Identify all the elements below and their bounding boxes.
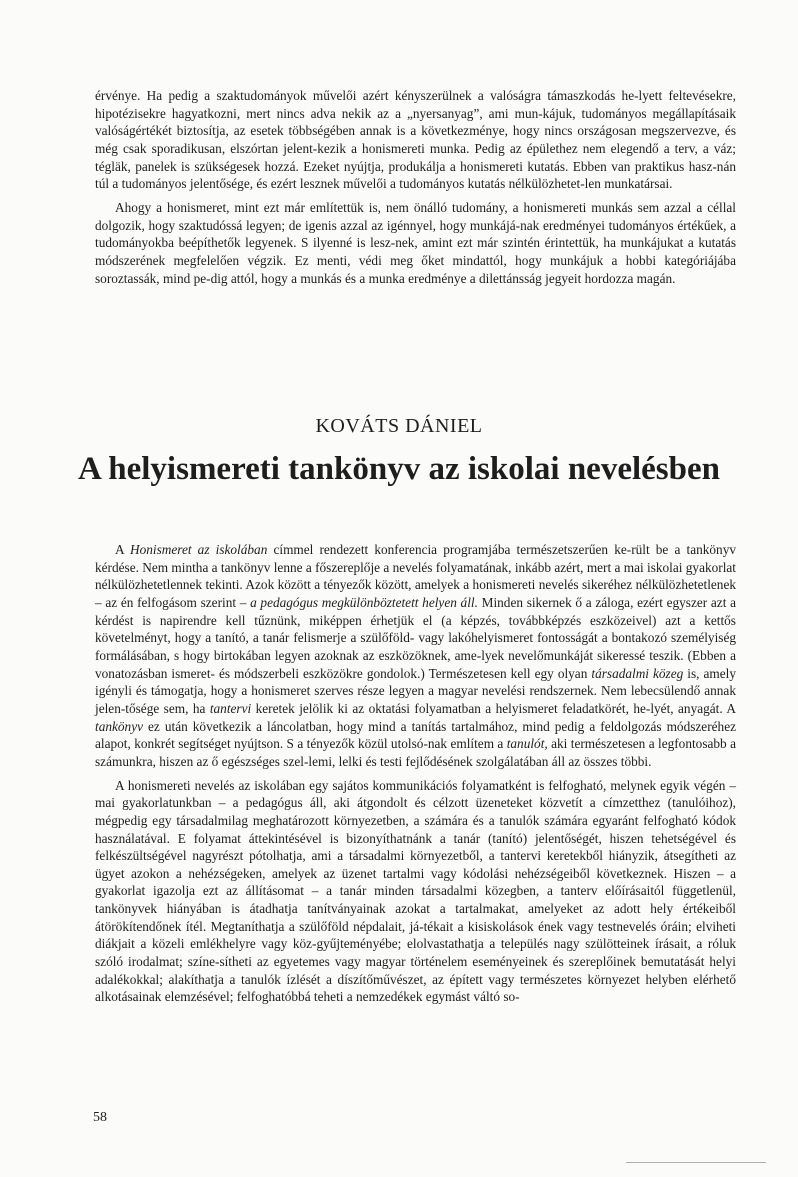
paragraph xyxy=(95,541,736,771)
italic-text: tanulót, xyxy=(506,736,548,752)
paragraph xyxy=(95,777,736,1007)
text-run: Ahogy a honismeret, mint ezt már említettük is, nem önálló tudomány, a honismereti munkás sem azzal a céllal dolgozik, hogy szaktudóssá legyen; de igenis azzal az igénnyel, hogy munkájá-nak eredményei tudományos értékűek, a tudományokba beépíthetők legyenek. S ilyenné is lesz-nek, amint ezt már szintén érintettük, ha munkájukat a kutatás módszerének megfelelően végzik. Ez menti, védi meg őket mindattól, hogy munkájuk a hobbi kategóriájába soroztassák, mind pe-dig attól, hogy a munkás és a munka eredménye a dilettánsság jegyeit hordozza magán. xyxy=(95,199,736,286)
italic-text: Honismeret az iskolában xyxy=(130,542,268,557)
text-run: A xyxy=(115,542,130,557)
footer-rule xyxy=(626,1162,766,1163)
text-run: aki természetesen a legfontosabb a számunkra, hiszen az ő egészséges szel-lemi, lelki és testi fejlődésének szolgálatában áll az összes többi. xyxy=(95,736,736,769)
text-run: érvénye. Ha pedig a szaktudományok művelői azért kényszerülnek a valóságra támaszkodás he-lyett feltevésekre, hipotézisekre hagyatkozni, mert nincs adva nekik az a „nyersanyag”, ami mun-kájuk, tudományos megállapításaik valóságértékét biztosítja, az esetek többségében annak is a következménye, hogy nincs országosan megszervezve, és még csak sporadikusan, elszórtan jelent-kezik a honismereti munka. Pedig az épülethez nem elegendő a terv, a váz; tégläk, panelek is szükségesek hozzá. Ezeket nyújtja, produkálja a honismereti kutatás. Ebben van praktikus hasz-nán túl a tudományos jelentősége, és ezért lesznek művelői a tudományos kutatás nélkülözhetet-len munkatársai. xyxy=(95,88,736,192)
text-run: Minden sikernek ő a záloga, ezért egyszer azt a kérdést is napirendre kell tűznünk, miképpen érhetjük el (a képzés, továbbképzés eszközeivel) azt a kettős követelményt, hogy a tanító, a tanár felismerje a szülőföld- vagy lakóhelyismeret fontosságát a bontakozó személyiség formálásában, s hogy birtokában legyen azoknak az eszközöknek, ame-lyek nevelőmunkáját sikeressé teszik. (Ebben a vonatozásban ismeret- és módszerbeli eszközökre gondolok.) Természetesen kell egy olyan xyxy=(95,594,736,681)
text-run: keretek jelölik ki az oktatási folyamatban a helyismeret feladatkörét, he-lyét, anyagát. A xyxy=(251,700,736,716)
article-title: A helyismereti tankönyv az iskolai nevelésben xyxy=(78,451,720,487)
italic-text: tankönyv xyxy=(95,718,143,734)
text-run: címmel rendezett konferencia programjába természetszerűen ke-rült be a tankönyv kérdése. Nem mintha a tankönyv lenne a főszereplője a nevelés folyamatának, inkább azért, mert a mai iskolai gyakorlat nélkülözhetetlennek tekinti. Azok között a tényezők között, amelyek a honismereti nevelés sikeréhez nélkülözhetetlenek – az én felfogásom szerint – xyxy=(95,542,736,610)
italic-text: társadalmi közeg xyxy=(591,665,684,681)
paragraph xyxy=(95,87,736,193)
page-number: 58 xyxy=(93,1110,107,1125)
text-run: is, amely igényli és támogatja, hogy a honismeret szerves része legyen a magyar nevelési rendszernek. Nem lebecsülendő annak jelen-tősége sem, ha xyxy=(95,665,736,716)
italic-text: tantervi xyxy=(209,700,252,716)
text-run: ez után következik a láncolatban, hogy mind a tanítás tartalmához, mind pedig a feldolgozás módszeréhez alapot, konkrét segítséget nyújtson. S a tényezők közül utolsó-nak említem a xyxy=(95,718,736,752)
paragraph xyxy=(95,199,736,287)
text-run: A honismereti nevelés az iskolában egy sajátos kommunikációs folyamatként is felfogható, melynek egyik végén – mai gyakorlatunkban – a pedagógus áll, aki átgondolt és célzott üzeneteket közvetít a címzetthez (tanulóihoz), mégpedig egy társadalmilag meghatározott környezetben, a számára és a tanulók számára egyaránt felfogható kódok használatával. E folyamat áttekintésével is bizonyíthatnánk a tanár (tanító) jelentőségét, hiszen tehetségével és felkészültségével nagyrészt pótolhatja, ami a társadalmi környezetből, a tantervi keretekből hiányzik, átsegítheti az ügyet azokon a nehézségeken, amelyek az üzenet tartalmi vagy kódolási nehézségeiből következnek. Hiszen – a gyakorlat igazolja ezt az állításomat – a tanár minden társadalmi közegben, a tanterv előírásaitól függetlenül, tankönyvek hiányában is átadhatja tanítványainak azokat a tartalmakat, amelyeket az adott hely értékeiből átörökítendőnek ítél. Megtaníthatja a szülőföld népdalait, já-tékait a kisiskolások ének vagy testnevelés óráin; elviheti diákjait a közeli emlékhelyre vagy köz-gyűjteményébe; elolvastathatja a település nagy szülötteinek írásait, a róluk szóló irodalmat; színe-sítheti az egyetemes vagy magyar történelem eseményeinek és szereplőinek bemutatását helyi adalékokkal; alakíthatja a tanulók ízlését a díszítőművészet, az épített vagy természetes környezet helyben elérhető alkotásainak elemzésével; felfoghatóbbá teheti a nemzedékek egymást váltó so- xyxy=(95,777,736,1005)
article-author: KOVÁTS DÁNIEL xyxy=(315,415,483,437)
continuation-text xyxy=(95,87,736,287)
italic-text: a pedagógus megkülönböztetett helyen áll. xyxy=(250,594,478,610)
article-body xyxy=(95,541,736,1006)
